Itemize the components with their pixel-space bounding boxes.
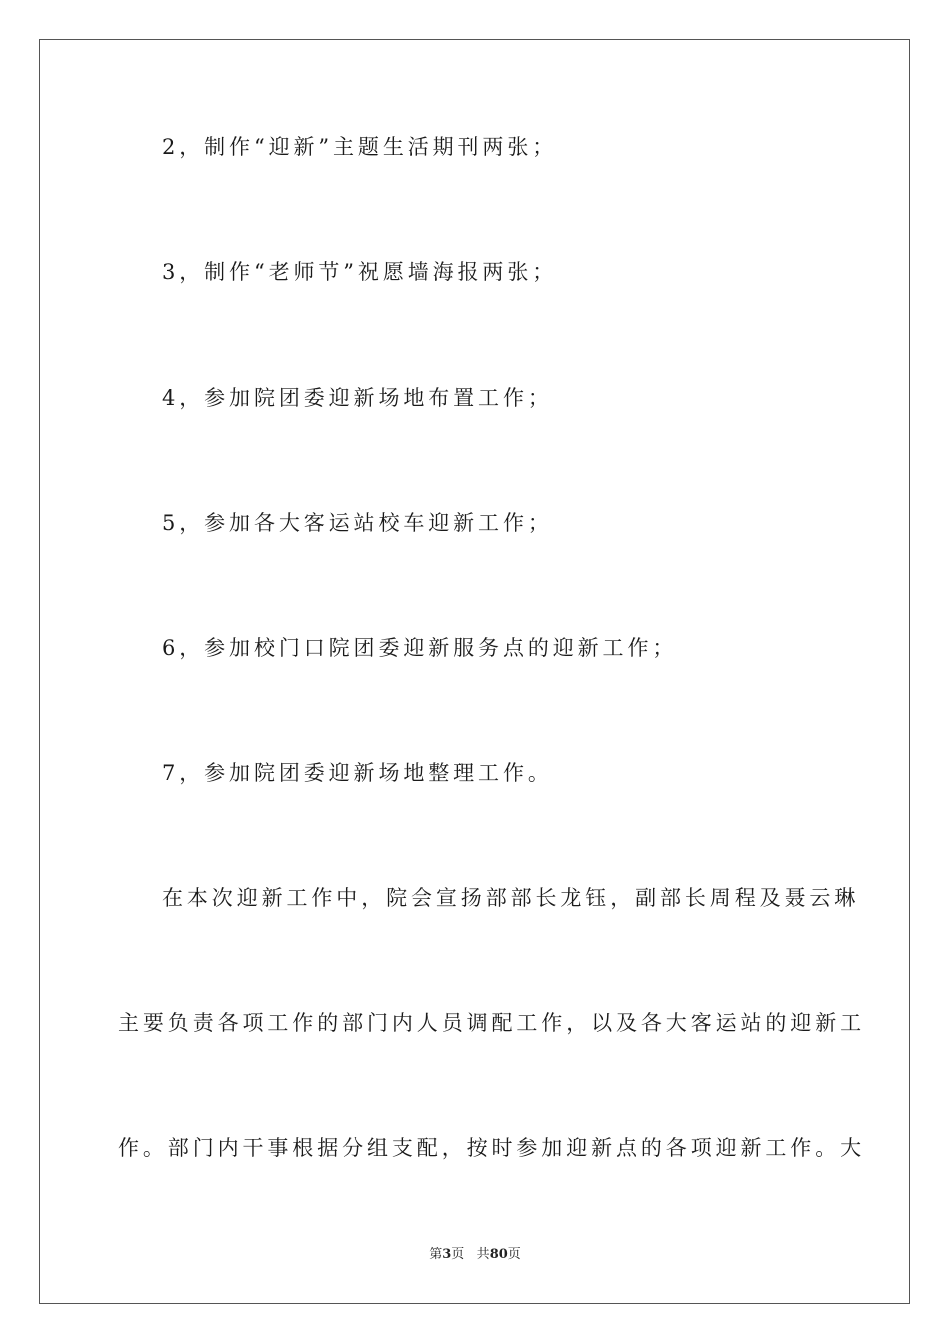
list-item-2: 2，制作“迎新”主题生活期刊两张； bbox=[162, 135, 558, 159]
list-item-5: 5，参加各大客运站校车迎新工作； bbox=[162, 511, 553, 535]
total-suffix: 页 bbox=[507, 1247, 521, 1262]
page-suffix: 页 bbox=[451, 1247, 465, 1262]
page-footer bbox=[0, 1246, 950, 1264]
total-pages: 80 bbox=[489, 1247, 508, 1262]
page-prefix: 第 bbox=[429, 1247, 443, 1262]
list-item-6: 6，参加校门口院团委迎新服务点的迎新工作； bbox=[162, 636, 678, 660]
total-prefix: 共 bbox=[476, 1247, 490, 1262]
list-item-3: 3，制作“老师节”祝愿墙海报两张； bbox=[162, 260, 558, 284]
paragraph-line-2: 主要负责各项工作的部门内人员调配工作，以及各大客运站的迎新工 bbox=[118, 1011, 865, 1035]
paragraph-line-3: 作。部门内干事根据分组支配，按时参加迎新点的各项迎新工作。大 bbox=[118, 1136, 865, 1160]
page-border bbox=[39, 39, 910, 1304]
list-item-7: 7，参加院团委迎新场地整理工作。 bbox=[162, 761, 553, 785]
paragraph-line-1: 在本次迎新工作中，院会宣扬部部长龙钰，副部长周程及聂云琳 bbox=[162, 886, 860, 910]
list-item-4: 4，参加院团委迎新场地布置工作； bbox=[162, 386, 553, 410]
page-number: 3 bbox=[442, 1247, 452, 1262]
